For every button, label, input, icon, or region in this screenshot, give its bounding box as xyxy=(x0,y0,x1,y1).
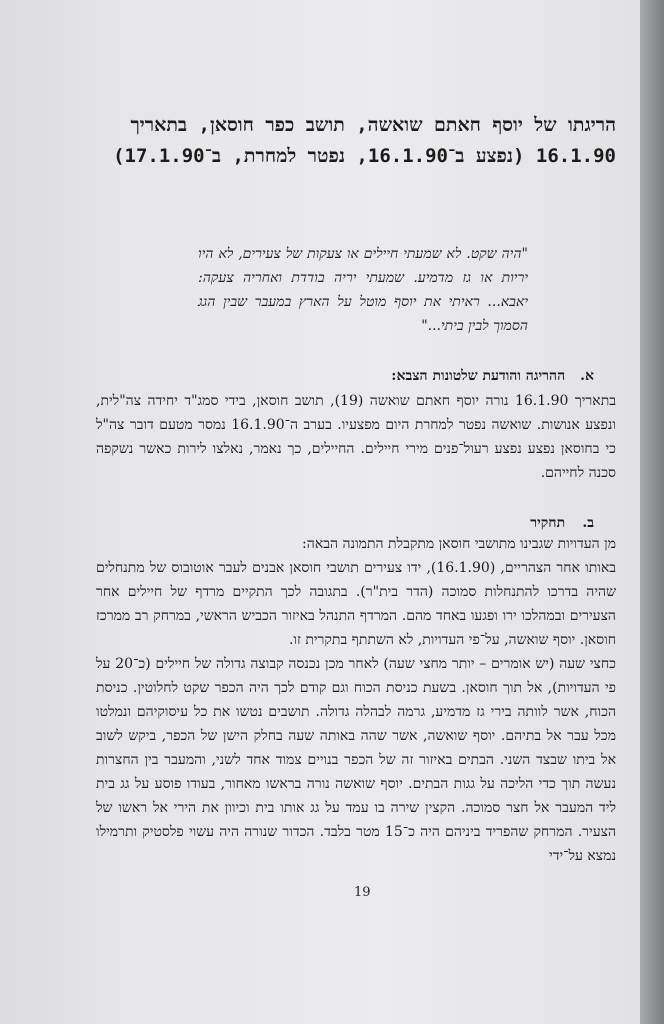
section-a-paragraph: בתאריך 16.1.90 נורה יוסף חאתם שואשה (19), תושב חוסאן, בידי סמג"ד יחידה צה"לית, ונפצע אנושות. שואשה נפטר למחרת היום מפצעיו. בערב ה־16.1.90 נמסר מטעם דובר צה"ל כי בחוסאן נפצע נפצע רעול־פנים מירי חיילים. החיילים, כך נאמר, נאלצו לירות כאשר נשקפה סכנה לחייהם. xyxy=(96,393,616,481)
section-a-title: ההריגה והודעת שלטונות הצבא: xyxy=(391,368,566,384)
page-number: 19 xyxy=(354,885,371,900)
section-b-intro: מן העדויות שגבינו מתושבי חוסאן מתקבלת התמונה הבאה: xyxy=(302,536,616,552)
chapter-title-line-2: 16.1.90 (נפצע ב־16.1.90, נפטר למחרת, ב־17.1.90) xyxy=(113,145,616,167)
section-b-heading xyxy=(96,515,594,532)
chapter-title xyxy=(96,110,616,172)
page-edge-shadow xyxy=(640,0,664,1024)
section-b-paragraph-2: כחצי שעה (יש אומרים – יותר מחצי שעה) לאחר מכן נכנסה קבוצה גדולה של חיילים (כ־20 על פי העדויות), אל תוך חוסאן. בשעת כניסת הכוח וגם קודם לכך היה הכפר שקט לחלוטין. כניסת הכוח, אשר לוותה בירי גז מדמיע, גרמה לבהלה גדולה. תושבים נטשו את כל עיסוקיהם ונמלטו מכל עבר אל בתיהם. יוסף שואשה, אשר שהה באותה שעה בחלק הישן של הכפר, ביקש לשוב אל ביתו שבצד השני. הבתים באיזור זה של הכפר בנויים צמוד אחד לשני, והמעבר בין החצרות נעשה תוך כדי הליכה על גגות הבתים. יוסף שואשה נורה בראשו מאחור, בעודו פוסע על גג בית ליד המעבר אל חצר סמוכה. הקצין שירה בו עמד על גג אותו בית וכיוון את הירי אל ראשו של הצעיר. המרחק שהפריד ביניהם היה כ־15 מטר בלבד. הכדור שנורה היה עשוי פלסטיק ותרמילו נמצא על־ידי xyxy=(96,656,617,864)
section-b-title: תחקיר xyxy=(530,515,566,531)
section-b-paragraph-1: באותו אחר הצהריים, (16.1.90), ידו צעירים תושבי חוסאן אבנים לעבר אוטובוס של מתנחלים שהיה בדרכו להתנחלות סמוכה (הדר בית"ר). בתגובה לכך התקיים מרדף של חיילים אחר הצעירים ובמהלכו ירו ופגעו באחד מהם. המרדף התנהל באיזור הכביש הראשי, במרחק רב ממרכז חוסאן. יוסף שואשה, על־פי העדויות, לא השתתף בתקרית זו. xyxy=(96,560,616,648)
chapter-title-line-1: הריגתו של יוסף חאתם שואשה, תושב כפר חוסאן, בתאריך xyxy=(130,114,616,136)
section-a-number: א. xyxy=(580,368,594,384)
page-content xyxy=(96,110,616,868)
testimony-quote: "היה שקט. לא שמעתי חיילים או צעקות של צעירים, לא היו יריות או גז מדמיע. שמעתי יריה בודדת ואחריה צעקה: יאבא... ראיתי את יוסף מוטל על הארץ במעבר שבין הגג הסמוך לבין ביתי..." xyxy=(198,246,528,334)
section-b-number: ב. xyxy=(582,515,594,531)
section-a-heading xyxy=(96,368,594,385)
